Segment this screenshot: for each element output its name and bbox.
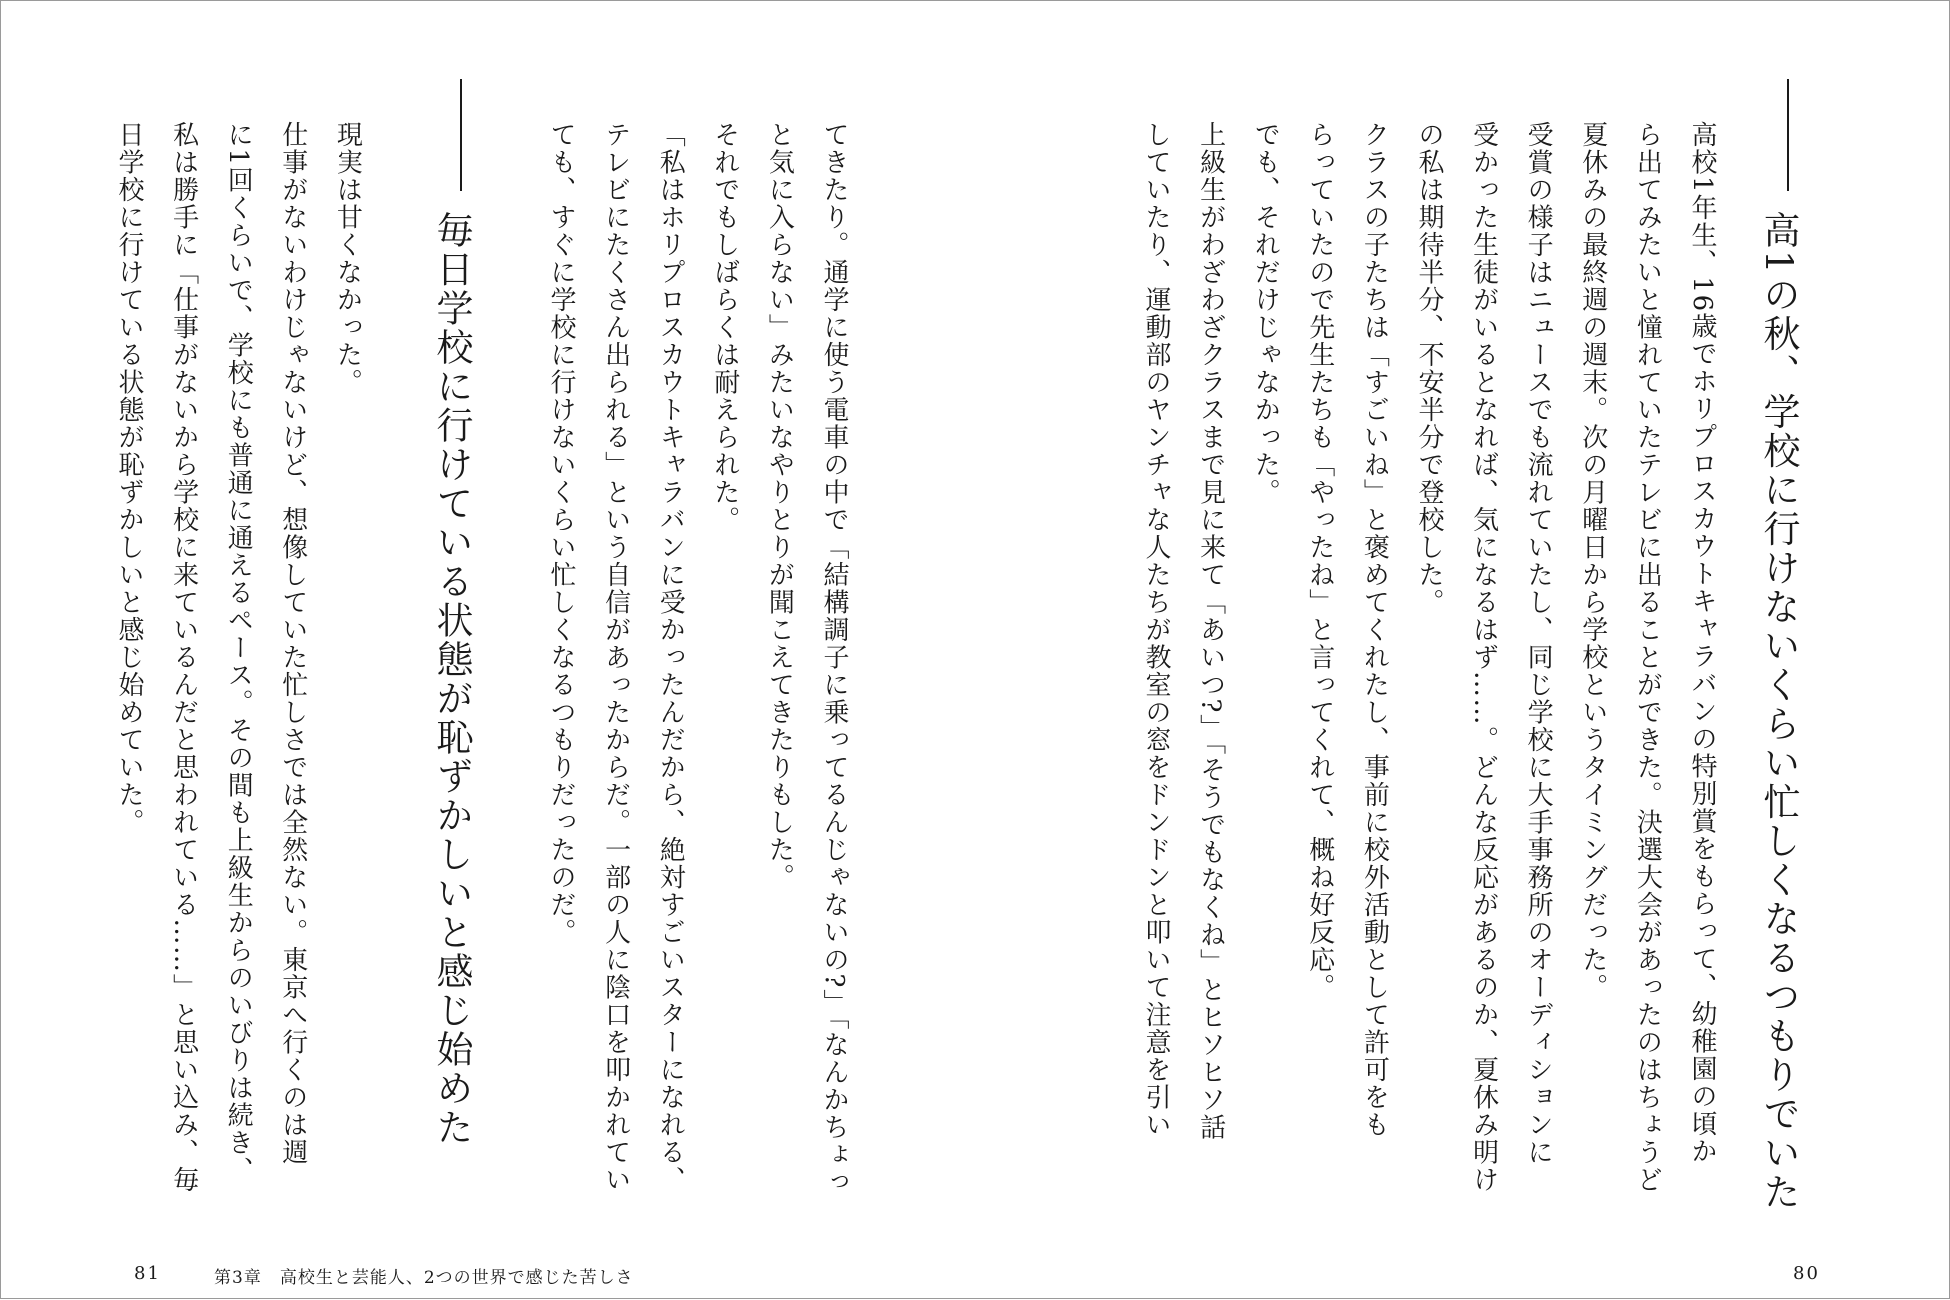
body-line: の私は期待半分、不安半分で登校した。 [1413, 121, 1444, 616]
body-line: に1回くらいで、学校にも普通に通えるペース。その間も上級生からのいびりは続き、 [223, 121, 254, 1185]
heading-text: 高1の秋、学校に行けないくらい忙しくなるつもりでいた [1757, 211, 1800, 1212]
body-line: していたり、運動部のヤンチャな人たちが教室の窓をドンドンと叩いて注意を引い [1141, 121, 1171, 1139]
section-heading [1755, 79, 1801, 1212]
body-line: ら出てみたいと憧れていたテレビに出ることができた。決選大会があったのはちょうど [1632, 121, 1663, 1194]
left-body-a [541, 121, 854, 1196]
body-line: 高校1年生、16歳でホリプロスカウトキャラバンの特別賞をもらって、幼稚園の頃か [1686, 121, 1717, 1166]
section-heading [428, 79, 474, 1147]
body-line: 受かった生徒がいるとなれば、気になるはず……。どんな反応があるのか、夏休み明け [1468, 121, 1499, 1194]
body-line: てきたり。通学に使う電車の中で「結構調子に乗ってるんじゃないの?」「なんかちょっ [818, 121, 849, 1196]
body-line: 私は勝手に「仕事がないから学校に来ているんだと思われている……」と思い込み、毎 [168, 121, 199, 1194]
body-line: 現実は甘くなかった。 [332, 121, 363, 396]
body-line: 受賞の様子はニュースでも流れていたし、同じ学校に大手事務所のオーディションに [1523, 121, 1554, 1166]
body-line: らっていたので先生たちも「やったね」と言ってくれて、概ね好反応。 [1304, 121, 1335, 1001]
body-line: 仕事がないわけじゃないけど、想像していた忙しさでは全然ない。東京へ行くのは週 [277, 121, 308, 1166]
body-line: 「私はホリプロスカウトキャラバンに受かったんだから、絶対すごいスターになれる、 [655, 121, 686, 1194]
running-head: 第3章 高校生と芸能人、2つの世界で感じた苦しさ [214, 1268, 634, 1288]
body-line: でも、それだけじゃなかった。 [1250, 121, 1281, 506]
body-line: それでもしばらくは耐えられた。 [709, 121, 740, 534]
body-line: 夏休みの最終週の週末。次の月曜日から学校というタイミングだった。 [1577, 121, 1608, 1001]
right-body [1136, 121, 1722, 1194]
body-line: クラスの子たちは「すごいね」と褒めてくれたし、事前に校外活動として許可をも [1359, 121, 1390, 1139]
body-line: 上級生がわざわざクラスまで見に来て「あいつ?」「そうでもなくね」とヒソヒソ話 [1195, 121, 1226, 1141]
page-number-right: 80 [1793, 1263, 1820, 1284]
heading-dash [460, 79, 462, 191]
body-line: テレビにたくさん出られる」という自信があったからだ。一部の人に陰口を叩かれてい [600, 121, 631, 1194]
body-line: と気に入らない」みたいなやりとりが聞こえてきたりもした。 [764, 121, 795, 891]
heading-dash [1787, 79, 1789, 191]
body-line: 日学校に行けている状態が恥ずかしいと感じ始めていた。 [114, 121, 144, 836]
left-page [1, 1, 976, 1300]
body-line: ても、すぐに学校に行けないくらい忙しくなるつもりだったのだ。 [546, 121, 576, 946]
page-number-left: 81 [134, 1263, 161, 1284]
left-body-b [109, 121, 367, 1194]
right-page [976, 1, 1950, 1300]
heading-text: 毎日学校に行けている状態が恥ずかしいと感じ始めた [430, 211, 473, 1147]
